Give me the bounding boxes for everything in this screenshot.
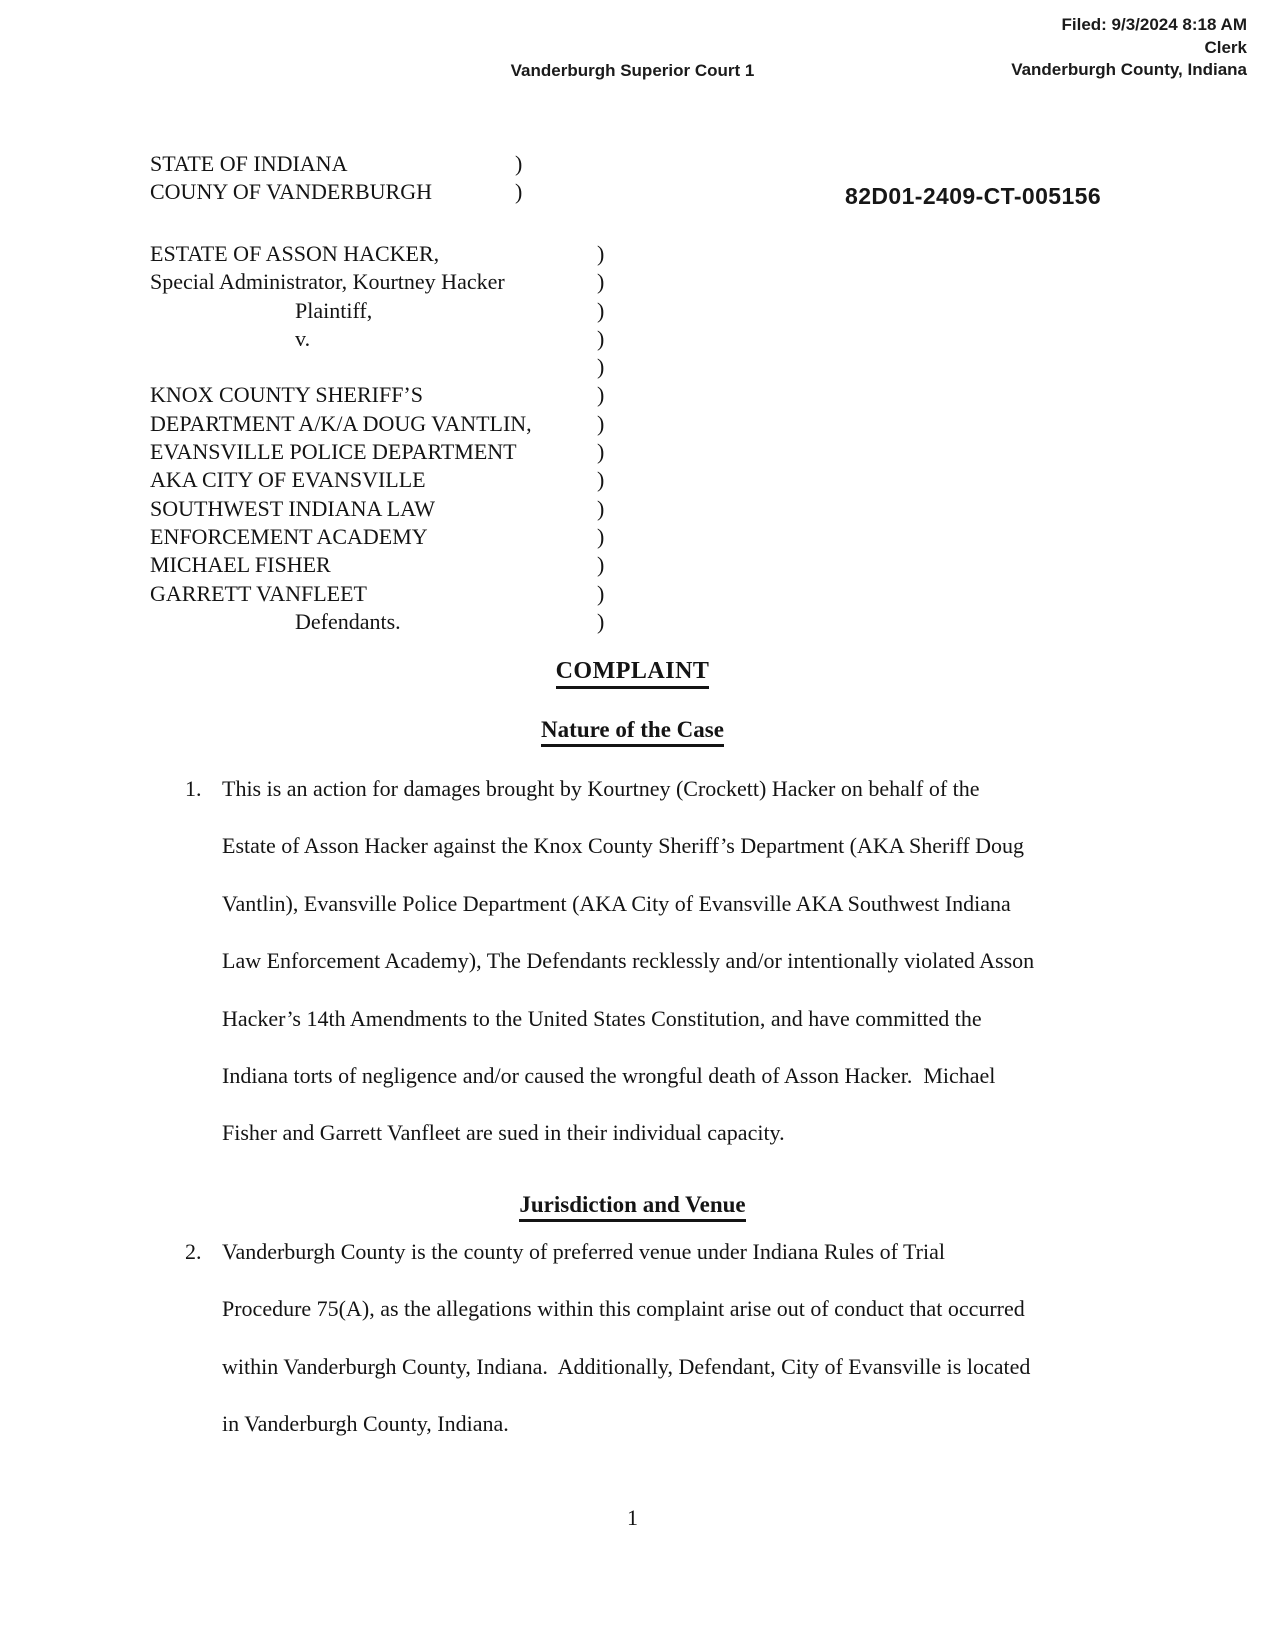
caption-text: Defendants. <box>295 608 401 634</box>
caption-row <box>150 268 604 296</box>
caption-row <box>150 580 604 608</box>
section-heading-row <box>0 717 1265 747</box>
caption-paren: ) <box>597 410 605 436</box>
caption-party-block <box>150 240 604 636</box>
paragraph-number: 2. <box>185 1239 202 1264</box>
caption-row <box>150 466 604 494</box>
page-number: 1 <box>627 1505 638 1530</box>
caption-text: STATE OF INDIANA <box>150 151 348 176</box>
caption-paren: ) <box>597 325 605 351</box>
caption-state-block <box>150 150 522 207</box>
caption-paren: ) <box>515 179 523 205</box>
caption-row <box>150 495 604 523</box>
caption-paren: ) <box>597 580 605 606</box>
caption-text: ESTATE OF ASSON HACKER, <box>150 241 440 266</box>
document-title-row <box>0 658 1265 689</box>
caption-paren: ) <box>597 552 605 578</box>
section-heading-nature: Nature of the Case <box>541 717 724 747</box>
caption-row <box>150 150 522 178</box>
paragraph-number: 1. <box>185 776 202 801</box>
paragraph-line: Procedure 75(A), as the allegations within this complaint arise out of conduct that occurred <box>222 1296 1025 1322</box>
caption-row <box>150 240 604 268</box>
caption-text: SOUTHWEST INDIANA LAW <box>150 495 436 521</box>
caption-paren: ) <box>515 151 523 176</box>
caption-text <box>150 353 597 381</box>
caption-text: Plaintiff, <box>295 297 373 323</box>
caption-paren: ) <box>597 523 605 549</box>
caption-paren: ) <box>597 608 605 634</box>
caption-row <box>150 410 604 438</box>
caption-text: KNOX COUNTY SHERIFF’S <box>150 382 423 408</box>
paragraph-line: Law Enforcement Academy), The Defendants recklessly and/or intentionally violated Asson <box>222 948 1035 974</box>
paragraph-line: Indiana torts of negligence and/or caused the wrongful death of Asson Hacker. Michael <box>222 1062 996 1088</box>
caption-row <box>150 381 604 409</box>
section-heading-row <box>0 1192 1265 1222</box>
paragraph-line: Fisher and Garrett Vanfleet are sued in their individual capacity. <box>222 1120 785 1146</box>
paragraph-1 <box>150 776 1034 1178</box>
paragraph-line: within Vanderburgh County, Indiana. Additionally, Defendant, City of Evansville is located <box>222 1353 1031 1379</box>
caption-text: DEPARTMENT A/K/A DOUG VANTLIN, <box>150 410 532 436</box>
paragraph-text: Vanderburgh County is the county of preferred venue under Indiana Rules of Trial <box>222 1239 945 1264</box>
paragraph-text: This is an action for damages brought by Kourtney (Crockett) Hacker on behalf of the <box>222 776 980 801</box>
caption-paren: ) <box>597 241 605 266</box>
case-number: 82D01-2409-CT-005156 <box>845 183 1102 209</box>
caption-text: EVANSVILLE POLICE DEPARTMENT <box>150 439 517 465</box>
caption-text: Special Administrator, Kourtney Hacker <box>150 269 505 295</box>
caption-text: GARRETT VANFLEET <box>150 580 367 606</box>
caption-paren: ) <box>597 297 605 323</box>
caption-text: MICHAEL FISHER <box>150 552 331 578</box>
paragraph-line: Vantlin), Evansville Police Department (AKA City of Evansville AKA Southwest Indiana <box>222 890 1011 916</box>
caption-paren: ) <box>597 439 605 465</box>
caption-paren: ) <box>597 354 605 380</box>
caption-row <box>150 551 604 579</box>
court-name: Vanderburgh Superior Court 1 <box>510 61 755 80</box>
document-title: COMPLAINT <box>556 658 710 689</box>
filed-clerk: Clerk <box>1204 37 1247 57</box>
caption-text: ENFORCEMENT ACADEMY <box>150 523 428 549</box>
caption-row <box>150 608 604 636</box>
paragraph-line: in Vanderburgh County, Indiana. <box>222 1411 509 1437</box>
paragraph-line: Hacker’s 14th Amendments to the United States Constitution, and have committed the <box>222 1005 982 1031</box>
paragraph-line: Estate of Asson Hacker against the Knox County Sheriff’s Department (AKA Sheriff Doug <box>222 833 1025 859</box>
caption-paren: ) <box>597 495 605 521</box>
caption-text: COUNY OF VANDERBURGH <box>150 179 432 205</box>
caption-row <box>150 353 604 381</box>
filed-timestamp: Filed: 9/3/2024 8:18 AM <box>1061 15 1247 34</box>
caption-paren: ) <box>597 467 605 493</box>
caption-paren: ) <box>597 269 605 295</box>
paragraph-line <box>150 776 1034 833</box>
caption-row <box>150 523 604 551</box>
paragraph-2 <box>150 1239 1030 1469</box>
caption-paren: ) <box>597 382 605 408</box>
caption-text: v. <box>295 325 311 351</box>
paragraph-line <box>150 1239 1030 1296</box>
filed-county: Vanderburgh County, Indiana <box>1011 60 1247 79</box>
caption-row <box>150 178 522 206</box>
section-heading-jurisdiction: Jurisdiction and Venue <box>519 1192 745 1222</box>
caption-row <box>150 297 604 325</box>
caption-row <box>150 438 604 466</box>
caption-text: AKA CITY OF EVANSVILLE <box>150 467 426 493</box>
caption-row <box>150 325 604 353</box>
